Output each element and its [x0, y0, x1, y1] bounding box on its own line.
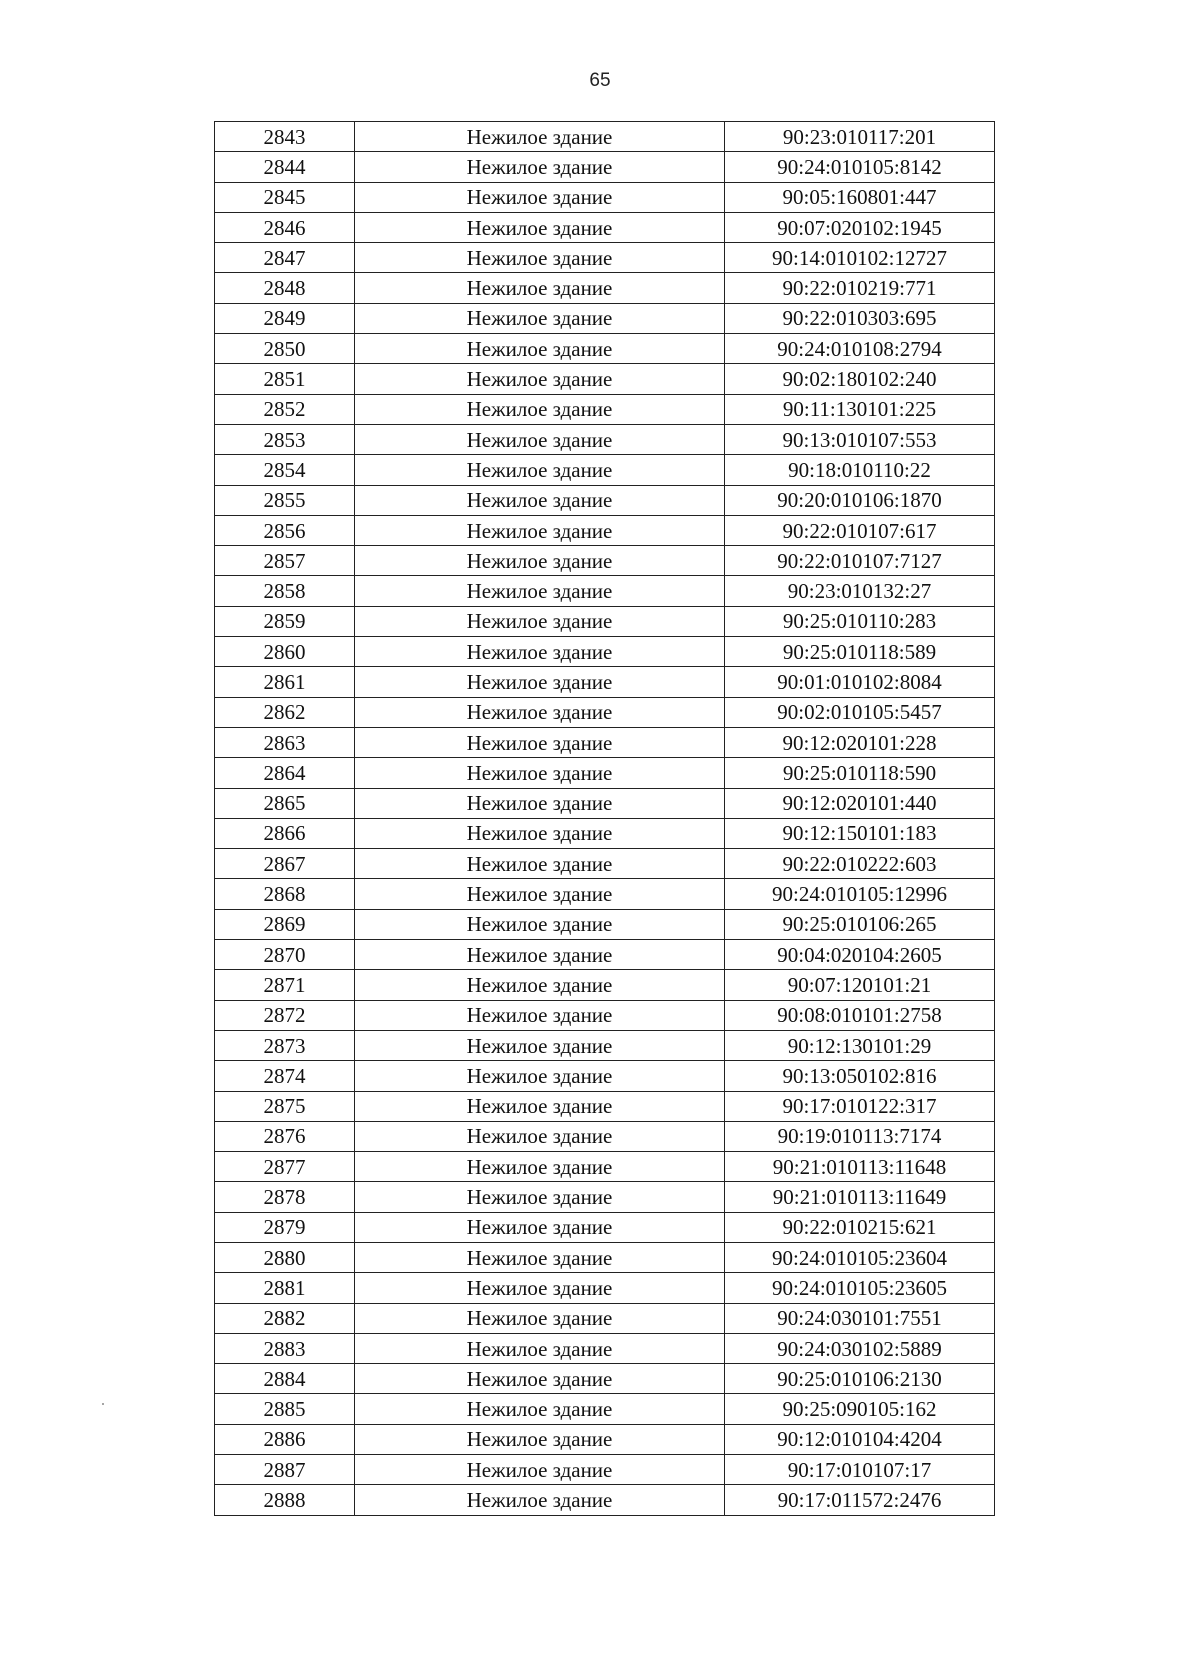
row-number-cell: 2863: [215, 727, 355, 757]
object-type-cell: Нежилое здание: [355, 818, 725, 848]
table-row: [215, 1000, 995, 1030]
table-row: [215, 970, 995, 1000]
table-row: [215, 1030, 995, 1060]
cadastral-number-cell: 90:01:010102:8084: [725, 667, 995, 697]
cadastral-number-cell: 90:25:010106:265: [725, 909, 995, 939]
object-type-cell: Нежилое здание: [355, 1394, 725, 1424]
row-number-cell: 2882: [215, 1303, 355, 1333]
object-type-cell: Нежилое здание: [355, 515, 725, 545]
cadastral-number-cell: 90:18:010110:22: [725, 455, 995, 485]
row-number-cell: 2886: [215, 1424, 355, 1454]
property-table-container: [214, 121, 994, 1516]
table-row: [215, 940, 995, 970]
cadastral-number-cell: 90:23:010117:201: [725, 122, 995, 152]
table-row: [215, 1061, 995, 1091]
object-type-cell: Нежилое здание: [355, 1030, 725, 1060]
table-row: [215, 1303, 995, 1333]
table-row: [215, 1485, 995, 1515]
object-type-cell: Нежилое здание: [355, 970, 725, 1000]
row-number-cell: 2848: [215, 273, 355, 303]
cadastral-number-cell: 90:25:010106:2130: [725, 1364, 995, 1394]
object-type-cell: Нежилое здание: [355, 1455, 725, 1485]
row-number-cell: 2845: [215, 182, 355, 212]
table-row: [215, 1212, 995, 1242]
cadastral-number-cell: 90:12:010104:4204: [725, 1424, 995, 1454]
cadastral-number-cell: 90:22:010107:7127: [725, 546, 995, 576]
row-number-cell: 2885: [215, 1394, 355, 1424]
object-type-cell: Нежилое здание: [355, 1121, 725, 1151]
table-row: [215, 122, 995, 152]
row-number-cell: 2879: [215, 1212, 355, 1242]
cadastral-number-cell: 90:24:030102:5889: [725, 1333, 995, 1363]
table-row: [215, 576, 995, 606]
row-number-cell: 2860: [215, 637, 355, 667]
cadastral-number-cell: 90:24:030101:7551: [725, 1303, 995, 1333]
table-row: [215, 1424, 995, 1454]
cadastral-number-cell: 90:20:010106:1870: [725, 485, 995, 515]
table-row: [215, 1364, 995, 1394]
row-number-cell: 2871: [215, 970, 355, 1000]
row-number-cell: 2884: [215, 1364, 355, 1394]
table-row: [215, 1091, 995, 1121]
row-number-cell: 2851: [215, 364, 355, 394]
row-number-cell: 2856: [215, 515, 355, 545]
cadastral-number-cell: 90:17:011572:2476: [725, 1485, 995, 1515]
object-type-cell: Нежилое здание: [355, 637, 725, 667]
table-row: [215, 243, 995, 273]
object-type-cell: Нежилое здание: [355, 152, 725, 182]
row-number-cell: 2850: [215, 334, 355, 364]
cadastral-number-cell: 90:25:010118:590: [725, 758, 995, 788]
object-type-cell: Нежилое здание: [355, 122, 725, 152]
cadastral-number-cell: 90:22:010107:617: [725, 515, 995, 545]
table-row: [215, 455, 995, 485]
object-type-cell: Нежилое здание: [355, 1212, 725, 1242]
cadastral-number-cell: 90:08:010101:2758: [725, 1000, 995, 1030]
object-type-cell: Нежилое здание: [355, 1091, 725, 1121]
table-row: [215, 1455, 995, 1485]
cadastral-number-cell: 90:17:010122:317: [725, 1091, 995, 1121]
table-row: [215, 637, 995, 667]
object-type-cell: Нежилое здание: [355, 1152, 725, 1182]
table-row: [215, 303, 995, 333]
row-number-cell: 2849: [215, 303, 355, 333]
row-number-cell: 2862: [215, 697, 355, 727]
object-type-cell: Нежилое здание: [355, 182, 725, 212]
cadastral-number-cell: 90:12:150101:183: [725, 818, 995, 848]
cadastral-number-cell: 90:07:120101:21: [725, 970, 995, 1000]
cadastral-number-cell: 90:14:010102:12727: [725, 243, 995, 273]
row-number-cell: 2852: [215, 394, 355, 424]
row-number-cell: 2854: [215, 455, 355, 485]
table-row: [215, 758, 995, 788]
cadastral-number-cell: 90:22:010215:621: [725, 1212, 995, 1242]
object-type-cell: Нежилое здание: [355, 1364, 725, 1394]
row-number-cell: 2875: [215, 1091, 355, 1121]
table-row: [215, 727, 995, 757]
row-number-cell: 2883: [215, 1333, 355, 1363]
table-row: [215, 1394, 995, 1424]
cadastral-number-cell: 90:12:020101:228: [725, 727, 995, 757]
table-row: [215, 849, 995, 879]
table-row: [215, 667, 995, 697]
row-number-cell: 2874: [215, 1061, 355, 1091]
cadastral-number-cell: 90:25:090105:162: [725, 1394, 995, 1424]
table-row: [215, 152, 995, 182]
cadastral-number-cell: 90:25:010118:589: [725, 637, 995, 667]
cadastral-number-cell: 90:07:020102:1945: [725, 212, 995, 242]
object-type-cell: Нежилое здание: [355, 334, 725, 364]
row-number-cell: 2858: [215, 576, 355, 606]
row-number-cell: 2868: [215, 879, 355, 909]
row-number-cell: 2880: [215, 1242, 355, 1272]
cadastral-number-cell: 90:13:010107:553: [725, 424, 995, 454]
object-type-cell: Нежилое здание: [355, 667, 725, 697]
row-number-cell: 2888: [215, 1485, 355, 1515]
object-type-cell: Нежилое здание: [355, 1000, 725, 1030]
table-row: [215, 788, 995, 818]
row-number-cell: 2847: [215, 243, 355, 273]
object-type-cell: Нежилое здание: [355, 273, 725, 303]
cadastral-number-cell: 90:23:010132:27: [725, 576, 995, 606]
row-number-cell: 2866: [215, 818, 355, 848]
object-type-cell: Нежилое здание: [355, 485, 725, 515]
object-type-cell: Нежилое здание: [355, 576, 725, 606]
cadastral-number-cell: 90:12:020101:440: [725, 788, 995, 818]
cadastral-number-cell: 90:24:010105:8142: [725, 152, 995, 182]
cadastral-number-cell: 90:12:130101:29: [725, 1030, 995, 1060]
table-row: [215, 424, 995, 454]
row-number-cell: 2869: [215, 909, 355, 939]
object-type-cell: Нежилое здание: [355, 697, 725, 727]
object-type-cell: Нежилое здание: [355, 788, 725, 818]
cadastral-number-cell: 90:13:050102:816: [725, 1061, 995, 1091]
object-type-cell: Нежилое здание: [355, 364, 725, 394]
table-row: [215, 212, 995, 242]
table-row: [215, 273, 995, 303]
object-type-cell: Нежилое здание: [355, 758, 725, 788]
object-type-cell: Нежилое здание: [355, 1485, 725, 1515]
row-number-cell: 2846: [215, 212, 355, 242]
object-type-cell: Нежилое здание: [355, 909, 725, 939]
table-row: [215, 879, 995, 909]
object-type-cell: Нежилое здание: [355, 1242, 725, 1272]
object-type-cell: Нежилое здание: [355, 455, 725, 485]
object-type-cell: Нежилое здание: [355, 394, 725, 424]
object-type-cell: Нежилое здание: [355, 1182, 725, 1212]
table-row: [215, 606, 995, 636]
row-number-cell: 2867: [215, 849, 355, 879]
row-number-cell: 2855: [215, 485, 355, 515]
cadastral-number-cell: 90:21:010113:11648: [725, 1152, 995, 1182]
scan-speck: [102, 1403, 104, 1405]
row-number-cell: 2864: [215, 758, 355, 788]
table-row: [215, 1182, 995, 1212]
table-row: [215, 334, 995, 364]
row-number-cell: 2872: [215, 1000, 355, 1030]
table-row: [215, 1273, 995, 1303]
object-type-cell: Нежилое здание: [355, 1424, 725, 1454]
cadastral-number-cell: 90:19:010113:7174: [725, 1121, 995, 1151]
page-number: 65: [589, 70, 611, 91]
object-type-cell: Нежилое здание: [355, 1303, 725, 1333]
cadastral-number-cell: 90:17:010107:17: [725, 1455, 995, 1485]
row-number-cell: 2876: [215, 1121, 355, 1151]
cadastral-number-cell: 90:24:010105:23605: [725, 1273, 995, 1303]
row-number-cell: 2881: [215, 1273, 355, 1303]
cadastral-number-cell: 90:22:010303:695: [725, 303, 995, 333]
cadastral-number-cell: 90:05:160801:447: [725, 182, 995, 212]
object-type-cell: Нежилое здание: [355, 212, 725, 242]
table-row: [215, 394, 995, 424]
table-body: [215, 122, 995, 1516]
object-type-cell: Нежилое здание: [355, 1273, 725, 1303]
cadastral-number-cell: 90:21:010113:11649: [725, 1182, 995, 1212]
table-row: [215, 1333, 995, 1363]
object-type-cell: Нежилое здание: [355, 243, 725, 273]
row-number-cell: 2861: [215, 667, 355, 697]
row-number-cell: 2857: [215, 546, 355, 576]
object-type-cell: Нежилое здание: [355, 1333, 725, 1363]
row-number-cell: 2873: [215, 1030, 355, 1060]
object-type-cell: Нежилое здание: [355, 1061, 725, 1091]
object-type-cell: Нежилое здание: [355, 727, 725, 757]
row-number-cell: 2887: [215, 1455, 355, 1485]
cadastral-number-cell: 90:02:010105:5457: [725, 697, 995, 727]
row-number-cell: 2844: [215, 152, 355, 182]
row-number-cell: 2865: [215, 788, 355, 818]
cadastral-number-cell: 90:24:010105:23604: [725, 1242, 995, 1272]
row-number-cell: 2870: [215, 940, 355, 970]
cadastral-number-cell: 90:04:020104:2605: [725, 940, 995, 970]
cadastral-number-cell: 90:11:130101:225: [725, 394, 995, 424]
cadastral-number-cell: 90:24:010105:12996: [725, 879, 995, 909]
cadastral-number-cell: 90:25:010110:283: [725, 606, 995, 636]
cadastral-number-cell: 90:22:010219:771: [725, 273, 995, 303]
row-number-cell: 2859: [215, 606, 355, 636]
object-type-cell: Нежилое здание: [355, 303, 725, 333]
table-row: [215, 818, 995, 848]
object-type-cell: Нежилое здание: [355, 606, 725, 636]
table-row: [215, 364, 995, 394]
table-row: [215, 1242, 995, 1272]
cadastral-number-cell: 90:24:010108:2794: [725, 334, 995, 364]
table-row: [215, 909, 995, 939]
object-type-cell: Нежилое здание: [355, 849, 725, 879]
row-number-cell: 2878: [215, 1182, 355, 1212]
row-number-cell: 2877: [215, 1152, 355, 1182]
object-type-cell: Нежилое здание: [355, 546, 725, 576]
cadastral-number-cell: 90:22:010222:603: [725, 849, 995, 879]
row-number-cell: 2843: [215, 122, 355, 152]
table-row: [215, 1152, 995, 1182]
table-row: [215, 515, 995, 545]
table-row: [215, 485, 995, 515]
row-number-cell: 2853: [215, 424, 355, 454]
cadastral-number-cell: 90:02:180102:240: [725, 364, 995, 394]
table-row: [215, 1121, 995, 1151]
property-table: [214, 121, 995, 1516]
table-row: [215, 697, 995, 727]
table-row: [215, 546, 995, 576]
object-type-cell: Нежилое здание: [355, 879, 725, 909]
table-row: [215, 182, 995, 212]
object-type-cell: Нежилое здание: [355, 940, 725, 970]
object-type-cell: Нежилое здание: [355, 424, 725, 454]
